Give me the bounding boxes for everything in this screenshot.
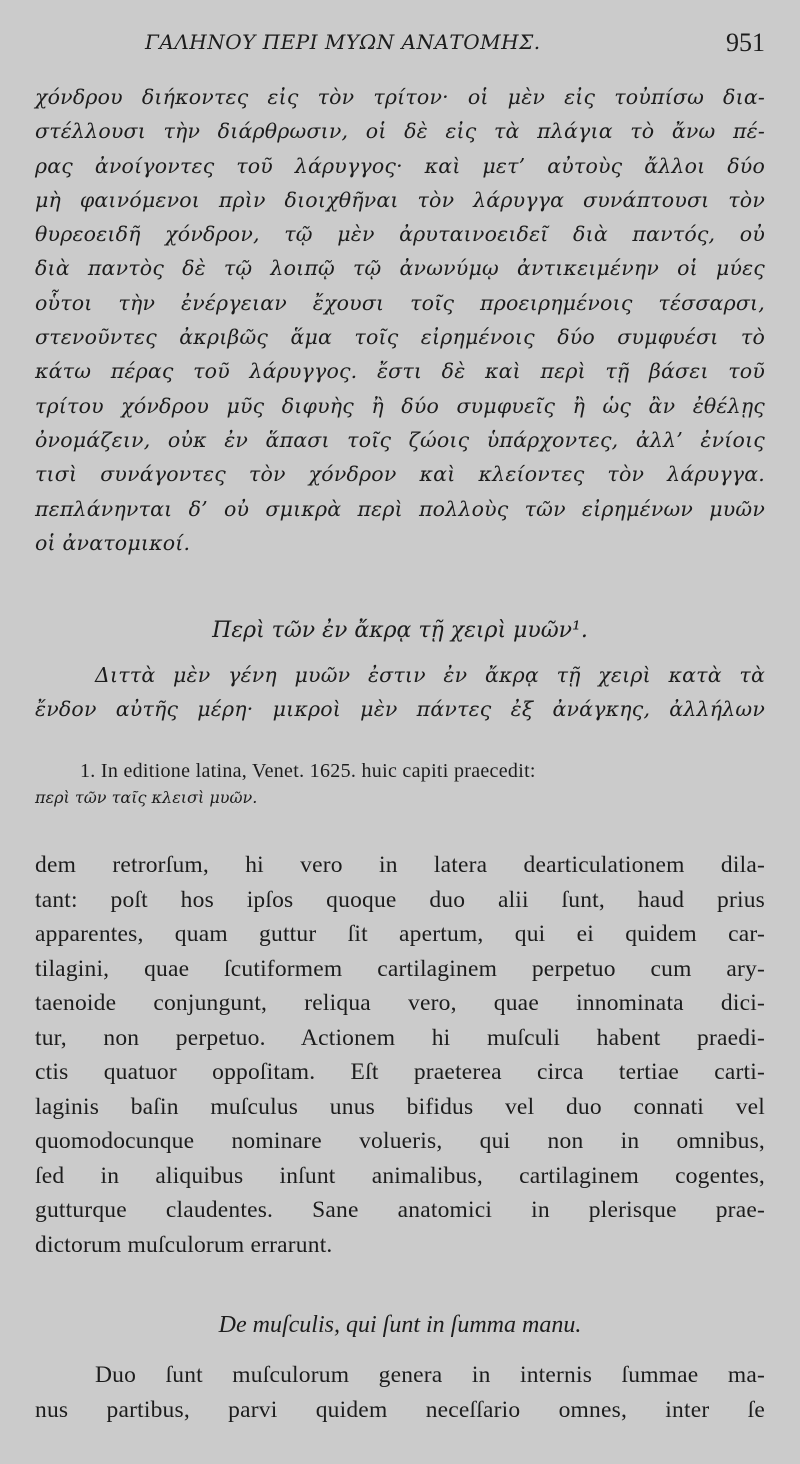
greek-line: χόνδρου διήκοντες εἰς τὸν τρίτον· οἱ μὲν εἰς τοὐπίσω δια- (35, 85, 765, 109)
greek-line: ὀνομάζειν, οὐκ ἐν ἅπασι τοῖς ζώοις ὑπάρχοντες, ἀλλ’ ἐνίοις (35, 427, 765, 452)
greek-paragraph (35, 80, 765, 560)
greek-line: οὗτοι τὴν ἐνέργειαν ἔχουσι τοῖς προειρημένοις τέσσαρσι, (35, 290, 765, 315)
greek-line: στενοῦντες ἀκριβῶς ἅμα τοῖς εἰρημένοις δύο συμφυέσι τὸ (35, 325, 765, 350)
greek-line: διὰ παντὸς δὲ τῷ λοιπῷ τῷ ἀνωνύμῳ ἀντικειμένην οἱ μύες (35, 256, 765, 281)
greek-line: θυρεοειδῆ χόνδρον, τῷ μὲν ἀρυταινοειδεῖ διὰ παντός, οὐ (35, 222, 765, 247)
latin-line: gutturque claudentes. Sane anatomici in plerisque prae- (35, 1197, 765, 1223)
latin-line: ctis quatuor oppoſitam. Eſt praeterea circa tertiae carti- (35, 1059, 765, 1085)
footnote-line: 1. In editione latina, Venet. 1625. huic capiti praecedit: (80, 760, 536, 782)
latin-line: Duo ſunt muſculorum genera in internis ſummae ma- (95, 1362, 765, 1388)
latin-line: nus partibus, parvi quidem neceſſario omnes, inter ſe (35, 1396, 765, 1423)
latin-line: laginis baſin muſculus unus bifidus vel duo connati vel (35, 1093, 765, 1120)
latin-line: dictorum muſculorum errarunt. (35, 1231, 333, 1258)
latin-line: tur, non perpetuo. Actionem hi muſculi habent praedi- (35, 1024, 765, 1051)
greek-line: πεπλάνηνται δ’ οὐ σμικρὰ περὶ πολλοὺς τῶν εἰρημένων μυῶν (35, 496, 765, 521)
latin-line: taenoide conjungunt, reliqua vero, quae innominata dici- (35, 990, 765, 1016)
greek-paragraph-2 (35, 658, 765, 727)
footnote (35, 760, 765, 812)
footnote-greek-line: περὶ τῶν ταῖς κλεισὶ μυῶν. (35, 788, 258, 807)
greek-line: στέλλουσι τὴν διάρθρωσιν, οἱ δὲ εἰς τὰ πλάγια τὸ ἄνω πέ- (35, 119, 765, 144)
greek-line: μὴ φαινόμενοι πρὶν διοιχθῆναι τὸν λάρυγγα συνάπτουσι τὸν (35, 187, 765, 212)
page-number: 951 (726, 28, 765, 57)
greek-line: κάτω πέρας τοῦ λάρυγγος. ἔστι δὲ καὶ περὶ τῇ βάσει τοῦ (35, 359, 765, 384)
greek-line: Διττὰ μὲν γένη μυῶν ἐστιν ἐν ἄκρᾳ τῇ χειρὶ κατὰ τὰ (95, 663, 765, 687)
page-header (145, 28, 765, 62)
greek-line: τρίτου χόνδρου μῦς διφυὴς ἢ δύο συμφυεῖς ἢ ὡς ἂν ἐθέλῃς (35, 393, 765, 418)
latin-paragraph-2 (35, 1358, 765, 1427)
latin-line: tilagini, quae ſcutiformem cartilaginem perpetuo cum ary- (35, 955, 765, 982)
latin-line: quomodocunque nominare volueris, qui non in omnibus, (35, 1128, 765, 1154)
latin-line: dem retrorſum, hi vero in latera dearticulationem dila- (35, 852, 765, 878)
greek-line: ρας ἀνοίγοντες τοῦ λάρυγγος· καὶ μετ’ αὐτοὺς ἄλλοι δύο (35, 153, 765, 178)
latin-line: apparentes, quam guttur ſit apertum, qui ei quidem car- (35, 921, 765, 947)
running-title: ΓΑΛΗΝΟΥ ΠΕΡΙ ΜΥΩΝ ΑΝΑΤΟΜΗΣ. (145, 30, 541, 54)
latin-section-title: De muſculis, qui ſunt in ſumma manu. (218, 1312, 582, 1338)
latin-line: ſed in aliquibus inſunt animalibus, cartilaginem cogentes, (35, 1162, 765, 1189)
greek-line: ἔνδον αὐτῆς μέρη· μικροὶ μὲν πάντες ἐξ ἀνάγκης, ἀλλήλων (35, 697, 765, 722)
greek-line: οἱ ἀνατομικοί. (35, 530, 191, 555)
latin-paragraph (35, 848, 765, 1262)
greek-line: τισὶ συνάγοντες τὸν χόνδρον καὶ κλείοντες τὸν λάρυγγα. (35, 462, 765, 487)
latin-line: tant: poſt hos ipſos quoque duo alii ſunt, haud prius (35, 886, 765, 913)
greek-section-title: Περὶ τῶν ἐν ἄκρᾳ τῇ χειρὶ μυῶν¹. (212, 618, 588, 643)
